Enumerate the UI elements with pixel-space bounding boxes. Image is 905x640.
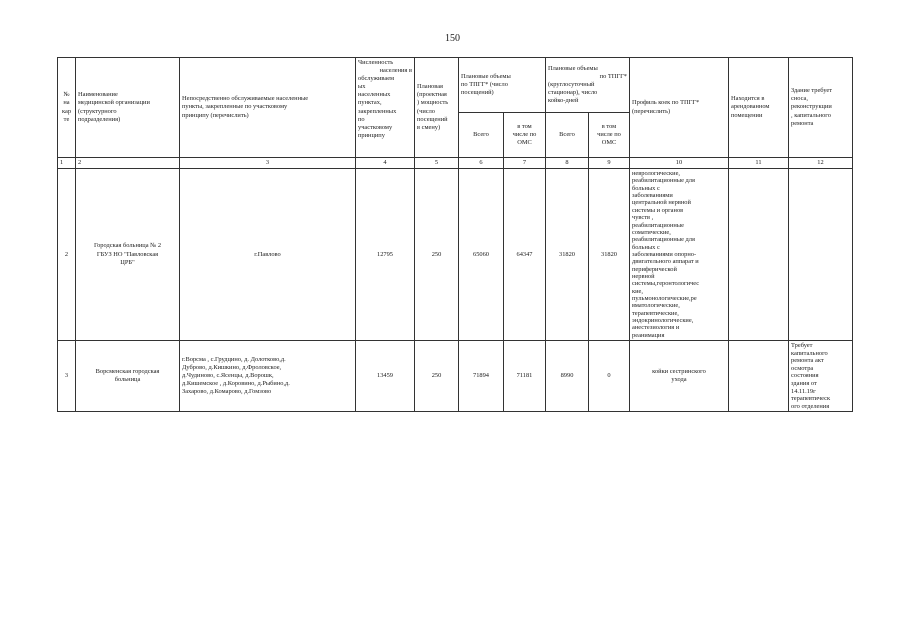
header-visits-total: Всего bbox=[459, 113, 504, 158]
visits-total: 65060 bbox=[459, 169, 504, 341]
header-col-population: Численность населения в обслуживаем ых населенных пунктах, закрепленных по участковому принципу bbox=[356, 58, 415, 158]
column-number: 10 bbox=[630, 158, 729, 169]
column-number: 1 bbox=[58, 158, 76, 169]
header-col-number: № на кар те bbox=[58, 58, 76, 158]
beddays-total: 8990 bbox=[546, 341, 589, 412]
column-number: 5 bbox=[415, 158, 459, 169]
rented-premises bbox=[729, 341, 789, 412]
column-number: 4 bbox=[356, 158, 415, 169]
beddays-total: 31820 bbox=[546, 169, 589, 341]
bed-profile: койки сестринского ухода bbox=[630, 341, 729, 412]
header-col-visits: Плановые объемы по ТПГГ* (число посещений) bbox=[459, 58, 546, 113]
header-col-settlements: Непосредственно обслуживаемые населенные пункты, закрепленные по участковому принципу (перечислить) bbox=[180, 58, 356, 158]
beddays-oms: 31820 bbox=[589, 169, 630, 341]
beddays-oms: 0 bbox=[589, 341, 630, 412]
header-visits-oms: в том числе по ОМС bbox=[504, 113, 546, 158]
page-number: 150 bbox=[445, 33, 460, 44]
rented-premises bbox=[729, 169, 789, 341]
column-number: 3 bbox=[180, 158, 356, 169]
bed-profile: неврологические, реабилитационные для больных с заболеваниями центральной нервной системы и органов чувств , реабилитационные соматические, реабилитационные для больных с заболеваниями опорно- двигательного аппарат и периферической нервной системы,геронтологичес кие, пульмонологические,ре вматологические, терапевтические, эндокринологические, анестезиология и реанимация bbox=[630, 169, 729, 341]
row-number: 3 bbox=[58, 341, 76, 412]
header-col-profile: Профиль коек по ТПГГ* (перечислить) bbox=[630, 58, 729, 158]
settlements: г.Ворсма , с.Грудцино, д. Долотково,д. Дуброво, д.Кишкино, д.Фроловское, д.Чудиново, с.Ясенцы, д.Ворошк, д.Кишемское , д.Коровино, д.Рыбино,д. Захарово, д.Комарово, д.Гомзово bbox=[180, 341, 356, 412]
header-col-organization: Наименование медицинской организации (структурного подразделения) bbox=[76, 58, 180, 158]
facilities-table bbox=[57, 57, 853, 412]
column-number: 6 bbox=[459, 158, 504, 169]
header-row bbox=[58, 58, 853, 113]
settlements: г.Павлово bbox=[180, 169, 356, 341]
visits-oms: 64347 bbox=[504, 169, 546, 341]
population: 12795 bbox=[356, 169, 415, 341]
reconstruction-needed: Требует капитального ремонта акт осмотра состояния здания от 14.11.19г терапевтическ ого отделения bbox=[789, 341, 853, 412]
organization-name: Городская больница № 2 ГБУЗ НО "Павловская ЦРБ" bbox=[76, 169, 180, 341]
header-col-reconstruction: Здание требует сноса, реконструкции , капитального ремонта bbox=[789, 58, 853, 158]
capacity: 250 bbox=[415, 169, 459, 341]
population: 13459 bbox=[356, 341, 415, 412]
capacity: 250 bbox=[415, 341, 459, 412]
column-number: 8 bbox=[546, 158, 589, 169]
organization-name: Ворсменская городская больница bbox=[76, 341, 180, 412]
column-number: 11 bbox=[729, 158, 789, 169]
header-col-capacity: Плановая (проектная ) мощность (число посещений в смену) bbox=[415, 58, 459, 158]
column-number: 9 bbox=[589, 158, 630, 169]
column-number: 2 bbox=[76, 158, 180, 169]
table-row bbox=[58, 341, 853, 412]
visits-total: 71894 bbox=[459, 341, 504, 412]
column-number: 12 bbox=[789, 158, 853, 169]
row-number: 2 bbox=[58, 169, 76, 341]
table-row bbox=[58, 169, 853, 341]
header-col-beddays: Плановые объемы по ТПГГ* (круглосуточный стационар), число койко-дней bbox=[546, 58, 630, 113]
column-number: 7 bbox=[504, 158, 546, 169]
header-beddays-oms: в том числе по ОМС bbox=[589, 113, 630, 158]
column-number-row bbox=[58, 158, 853, 169]
reconstruction-needed bbox=[789, 169, 853, 341]
header-col-rented: Находится в арендованном помещении bbox=[729, 58, 789, 158]
header-beddays-total: Всего bbox=[546, 113, 589, 158]
visits-oms: 71181 bbox=[504, 341, 546, 412]
